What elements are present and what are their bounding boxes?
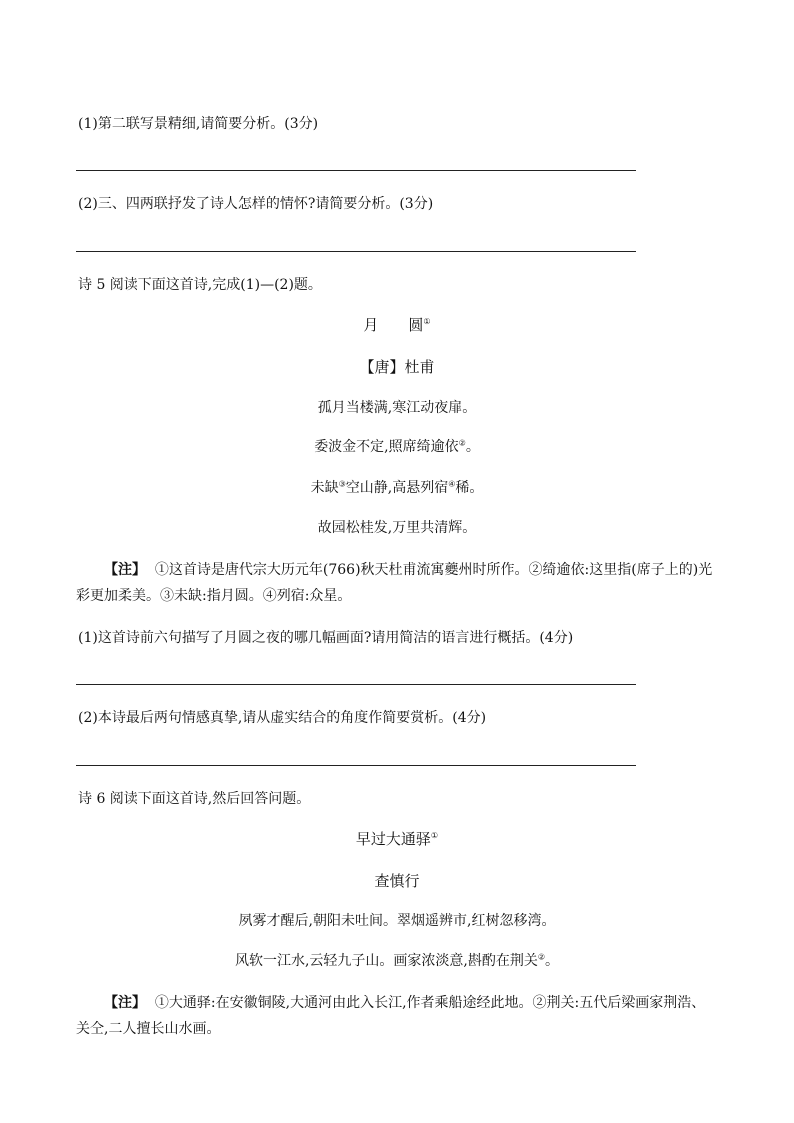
poem5-line-3-text-c: 稀。 <box>455 480 484 496</box>
poem6-title <box>0 829 794 849</box>
poem6-line-2-text: 风软一江水,云轻九子山。画家浓淡意,斟酌在荆关 <box>234 953 538 969</box>
poem5-notes <box>76 557 718 609</box>
poem5-line-2-end: 。 <box>465 439 480 455</box>
poem5-line-1-text: 孤月当楼满,寒江动夜扉。 <box>317 400 477 416</box>
poem6-intro: 诗 6 阅读下面这首诗,然后回答问题。 <box>78 791 311 807</box>
poem5-line-3-text-b: 空山静,高悬列宿 <box>345 480 449 496</box>
poem6-note-label: 【注】 <box>104 995 146 1011</box>
poem6-line-2-end: 。 <box>545 953 560 969</box>
question-4-2: (2)三、四两联抒发了诗人怎样的情怀?请简要分析。(3分) <box>78 196 434 212</box>
poem5-note-label: 【注】 <box>104 562 146 578</box>
answer-line-4-2 <box>76 251 636 252</box>
poem5-line-2-text: 委波金不定,照席绮逾依 <box>314 439 459 455</box>
question-5-2: (2)本诗最后两句情感真挚,请从虚实结合的角度作简要赏析。(4分) <box>78 710 487 726</box>
poem5-title <box>0 315 794 335</box>
poem6-line-2 <box>0 951 794 971</box>
poem5-author: 【唐】杜甫 <box>359 358 435 376</box>
poem5-note-text: ①这首诗是唐代宗大历元年(766)秋天杜甫流寓夔州时所作。②绮逾依:这里指(席子上的)光彩更加柔美。③未缺:指月圆。④列宿:众星。 <box>76 562 713 604</box>
poem5-line-4 <box>0 518 794 538</box>
poem5-line-3-text-a: 未缺 <box>310 480 339 496</box>
answer-line-5-1 <box>76 684 636 685</box>
poem5-line-2 <box>0 437 794 457</box>
poem5-line-3 <box>0 478 794 498</box>
answer-line-4-1 <box>76 170 636 171</box>
answer-line-5-2 <box>76 765 636 766</box>
poem5-line-4-text: 故园松桂发,万里共清辉。 <box>317 520 477 536</box>
poem5-line-3-note-marker-b: ④ <box>448 479 456 489</box>
poem5-line-2-note-marker: ② <box>458 438 466 448</box>
poem6-note-text: ①大通驿:在安徽铜陵,大通河由此入长江,作者乘船途经此地。②荆关:五代后梁画家荆浩、关仝,二人擅长山水画。 <box>76 995 706 1037</box>
poem6-line-1: 夙雾才醒后,朝阳未吐间。翠烟遥辨市,红树忽移湾。 <box>238 913 556 929</box>
question-4-1: (1)第二联写景精细,请简要分析。(3分) <box>78 116 319 132</box>
question-5-1: (1)这首诗前六句描写了月圆之夜的哪几幅画面?请用简洁的语言进行概括。(4分) <box>78 630 574 646</box>
poem6-title-text: 早过大通驿 <box>355 830 431 848</box>
poem6-notes <box>76 990 718 1042</box>
poem5-title-text: 月 圆 <box>363 316 424 334</box>
poem6-author: 查慎行 <box>374 872 420 890</box>
poem5-line-1 <box>0 398 794 418</box>
poem5-intro: 诗 5 阅读下面这首诗,完成(1)—(2)题。 <box>78 277 322 293</box>
poem6-line-2-note-marker: ② <box>537 952 546 962</box>
poem5-title-note-marker: ① <box>423 317 431 326</box>
poem6-title-note-marker: ① <box>430 831 439 840</box>
poem5-line-3-note-marker-a: ③ <box>338 479 346 489</box>
